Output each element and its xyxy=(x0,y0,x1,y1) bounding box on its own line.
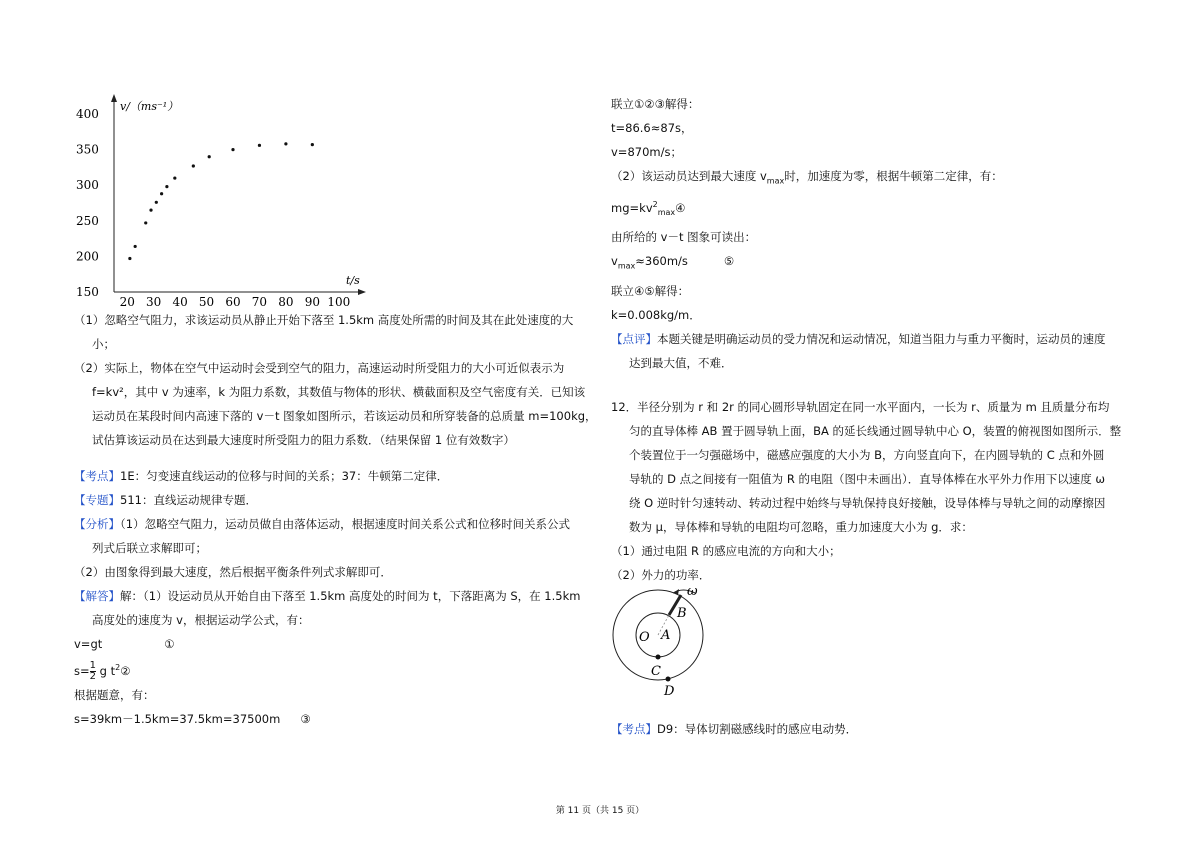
r8: 联立④⑤解得： xyxy=(611,283,690,298)
label-omega: ω xyxy=(687,586,698,599)
data-point xyxy=(160,192,163,195)
jieda-line xyxy=(74,584,594,608)
dianping-line xyxy=(611,327,1129,351)
data-point xyxy=(134,245,137,248)
eq3-number: ③ xyxy=(300,711,311,726)
x-tick-label: 80 xyxy=(278,295,294,308)
r7-number: ⑤ xyxy=(723,254,735,269)
x-tick-label: 30 xyxy=(146,295,162,308)
fenxi-text-a: （1）忽略空气阻力，运动员做自由落体运动，根据速度时间关系公式和位移时间关系公式 xyxy=(120,517,571,531)
equation-2 xyxy=(74,656,594,683)
q1-text-a: （1）忽略空气阻力，求该运动员从静止开始下落至 1.5km 高度处所需的时间及其在此处速度的大 xyxy=(74,313,574,327)
point-d xyxy=(666,676,671,681)
left-column xyxy=(74,92,597,731)
tiyi-text: 根据题意，有： xyxy=(74,687,155,702)
r1: 联立①②③解得： xyxy=(611,97,700,111)
eq2-numerator: 1 xyxy=(89,659,97,671)
x-tick-label: 100 xyxy=(327,295,351,308)
zhuanti-text: 511：直线运动规律专题． xyxy=(120,493,257,507)
jieda-text-a: 解：（1）设运动员从开始自由下落至 1.5km 高度处的时间为 t，下落距离为 S，在 1.5km xyxy=(120,589,581,603)
q12-text-f: 数为 μ，导体棒和导轨的电阻均可忽略，重力加速度大小为 g．求： xyxy=(629,519,973,534)
kaodian-text: 1E：匀变速直线运动的位移与时间的关系；37：牛顿第二定律． xyxy=(120,469,449,483)
r4-a: （2）该运动员达到最大速度 v xyxy=(611,169,767,183)
y-tick-label: 250 xyxy=(76,213,99,228)
x-tick-label: 40 xyxy=(172,295,188,308)
label-o: O xyxy=(639,629,650,645)
data-point xyxy=(173,176,176,179)
label-d: D xyxy=(664,683,675,699)
dianping-text-a: 本题关键是明确运动员的受力情况和运动情况，知道当阻力与重力平衡时，运动员的速度 xyxy=(657,331,1106,346)
data-point xyxy=(192,164,195,167)
point-c xyxy=(656,654,661,659)
eq2-fraction xyxy=(90,661,96,682)
r7-sub: max xyxy=(617,261,636,271)
eq2-prefix: s= xyxy=(74,663,90,678)
q12-text-a: 12．半径分别为 r 和 2r 的同心圆形导轨固定在同一水平面内，一长为 r、质量为 m 且质量分布均 xyxy=(611,399,1110,414)
x-tick-label: 20 xyxy=(119,295,135,308)
r2: t=86.6≈87s， xyxy=(611,121,693,135)
data-points xyxy=(128,142,314,260)
data-point xyxy=(311,143,314,146)
data-point xyxy=(208,155,211,158)
y-axis-label: v/（ms⁻¹） xyxy=(120,100,179,113)
r5-v: v xyxy=(645,201,653,216)
r-kaodian-text: D9：导体切割磁感线时的感应电动势． xyxy=(657,721,858,736)
right-column xyxy=(611,92,1129,741)
kaodian-tag: 【考点】 xyxy=(74,469,120,483)
data-point xyxy=(284,142,287,145)
data-point xyxy=(128,257,131,260)
x-axis-label: t/s xyxy=(346,274,360,287)
dianping-text-b: 达到最大值，不难． xyxy=(629,355,733,370)
fenxi-line xyxy=(74,512,594,536)
vt-chart-svg xyxy=(74,92,374,308)
vt-chart xyxy=(74,92,374,308)
y-axis-arrow xyxy=(111,94,117,102)
data-point xyxy=(155,201,158,204)
q2-text-d: 试估算该运动员在达到最大速度时所受阻力的阻力系数．（结果保留 1 位有效数字） xyxy=(92,433,515,447)
y-tick-label: 400 xyxy=(76,107,99,121)
r4-sub: max xyxy=(766,176,785,186)
r4-b: 时，加速度为零，根据牛顿第二定律，有： xyxy=(784,169,1003,183)
y-tick-label: 300 xyxy=(76,178,99,193)
circle-figure-svg xyxy=(611,587,731,699)
x-tick-label: 90 xyxy=(304,295,320,308)
y-tick-label: 150 xyxy=(76,285,99,299)
r3: v=870m/s； xyxy=(611,145,682,159)
r-kaodian-line xyxy=(611,717,1129,741)
x-tick-label: 50 xyxy=(198,295,215,308)
q12-sub-1: （1）通过电阻 R 的感应电流的方向和大小； xyxy=(611,543,841,558)
y-tick-label: 350 xyxy=(76,142,99,157)
data-point xyxy=(144,221,147,224)
data-point xyxy=(149,209,152,212)
label-b: B xyxy=(677,605,687,621)
r7-a: v xyxy=(611,254,618,269)
r9: k=0.008kg/m． xyxy=(611,307,701,322)
data-point xyxy=(258,144,261,147)
q2-text-b: f=kv²，其中 v 为速率，k 为阻力系数，其数值与物体的形状、横截面积及空气密度有关．已知该 xyxy=(92,385,586,399)
x-axis-arrow xyxy=(358,289,366,295)
eq3-text: s=39km－1.5km=37.5km=37500m xyxy=(74,711,281,726)
fenxi-text-b: 列式后联立求解即可； xyxy=(92,541,207,555)
r4 xyxy=(611,164,1129,193)
q12-text-e: 绕 O 逆时针匀速转动、转动过程中始终与导轨保持良好接触，设导体棒与导轨之间的动摩擦因 xyxy=(629,495,1106,510)
label-c: C xyxy=(651,663,661,679)
r-kaodian-tag: 【考点】 xyxy=(611,721,657,736)
data-point xyxy=(231,148,234,151)
data-point xyxy=(165,185,168,188)
zhuanti-line xyxy=(74,488,594,512)
eq1-text: v=gt xyxy=(74,637,103,651)
x-tick-labels xyxy=(120,295,351,308)
fenxi-tag: 【分析】 xyxy=(74,517,120,531)
y-tick-label: 200 xyxy=(76,249,99,264)
eq2-denominator: 2 xyxy=(89,670,97,682)
circle-figure xyxy=(611,587,731,699)
x-tick-label: 70 xyxy=(251,295,268,308)
equation-3 xyxy=(74,707,594,731)
eq2-body: g t xyxy=(99,663,116,678)
r5 xyxy=(611,193,1129,225)
q2-text-a: （2）实际上，物体在空气中运动时会受到空气的阻力，高速运动时所受阻力的大小可近似表示为 xyxy=(74,361,565,375)
q1-text-b: 小； xyxy=(92,337,115,351)
label-a: A xyxy=(661,627,671,643)
equation-1 xyxy=(74,632,594,656)
q12-sub-2: （2）外力的功率． xyxy=(611,567,711,582)
r5-sup: 2 xyxy=(652,200,658,210)
r5-a: mg=k xyxy=(611,201,646,216)
q12-text-c: 个装置位于一匀强磁场中，磁感应强度的大小为 B，方向竖直向下，在内圆导轨的 C 点和外圆 xyxy=(629,447,1105,462)
x-tick-label: 60 xyxy=(225,295,241,308)
r5-number: ④ xyxy=(675,201,686,216)
q12-text-d: 导轨的 D 点之间接有一阻值为 R 的电阻（图中未画出）．直导体棒在水平外力作用下以速度 ω xyxy=(629,471,1105,486)
dianping-tag: 【点评】 xyxy=(611,331,657,346)
r7 xyxy=(611,249,1129,278)
fenxi-text-c: （2）由图象得到最大速度，然后根据平衡条件列式求解即可． xyxy=(74,565,392,579)
r6: 由所给的 v－t 图象可读出： xyxy=(611,230,757,245)
jieda-text-b: 高度处的速度为 v，根据运动学公式，有： xyxy=(92,613,310,627)
r5-sub: max xyxy=(657,208,676,218)
zhuanti-tag: 【专题】 xyxy=(74,493,120,507)
eq2-exponent: 2 xyxy=(115,663,121,672)
eq1-number: ① xyxy=(164,637,175,651)
q12-text-b: 匀的直导体棒 AB 置于圆导轨上面，BA 的延长线通过圆导轨中心 O，装置的俯视图如图所示．整 xyxy=(629,423,1122,438)
page-footer: 第 11 页（共 15 页） xyxy=(555,806,645,816)
eq2-number: ② xyxy=(120,663,131,678)
y-tick-labels xyxy=(76,107,99,299)
kaodian-line xyxy=(74,464,594,488)
jieda-tag: 【解答】 xyxy=(74,589,120,603)
r7-b: ≈360m/s xyxy=(635,254,688,269)
q2-text-c: 运动员在某段时间内高速下落的 v－t 图象如图所示，若该运动员和所穿装备的总质量 m=100kg， xyxy=(92,409,597,423)
